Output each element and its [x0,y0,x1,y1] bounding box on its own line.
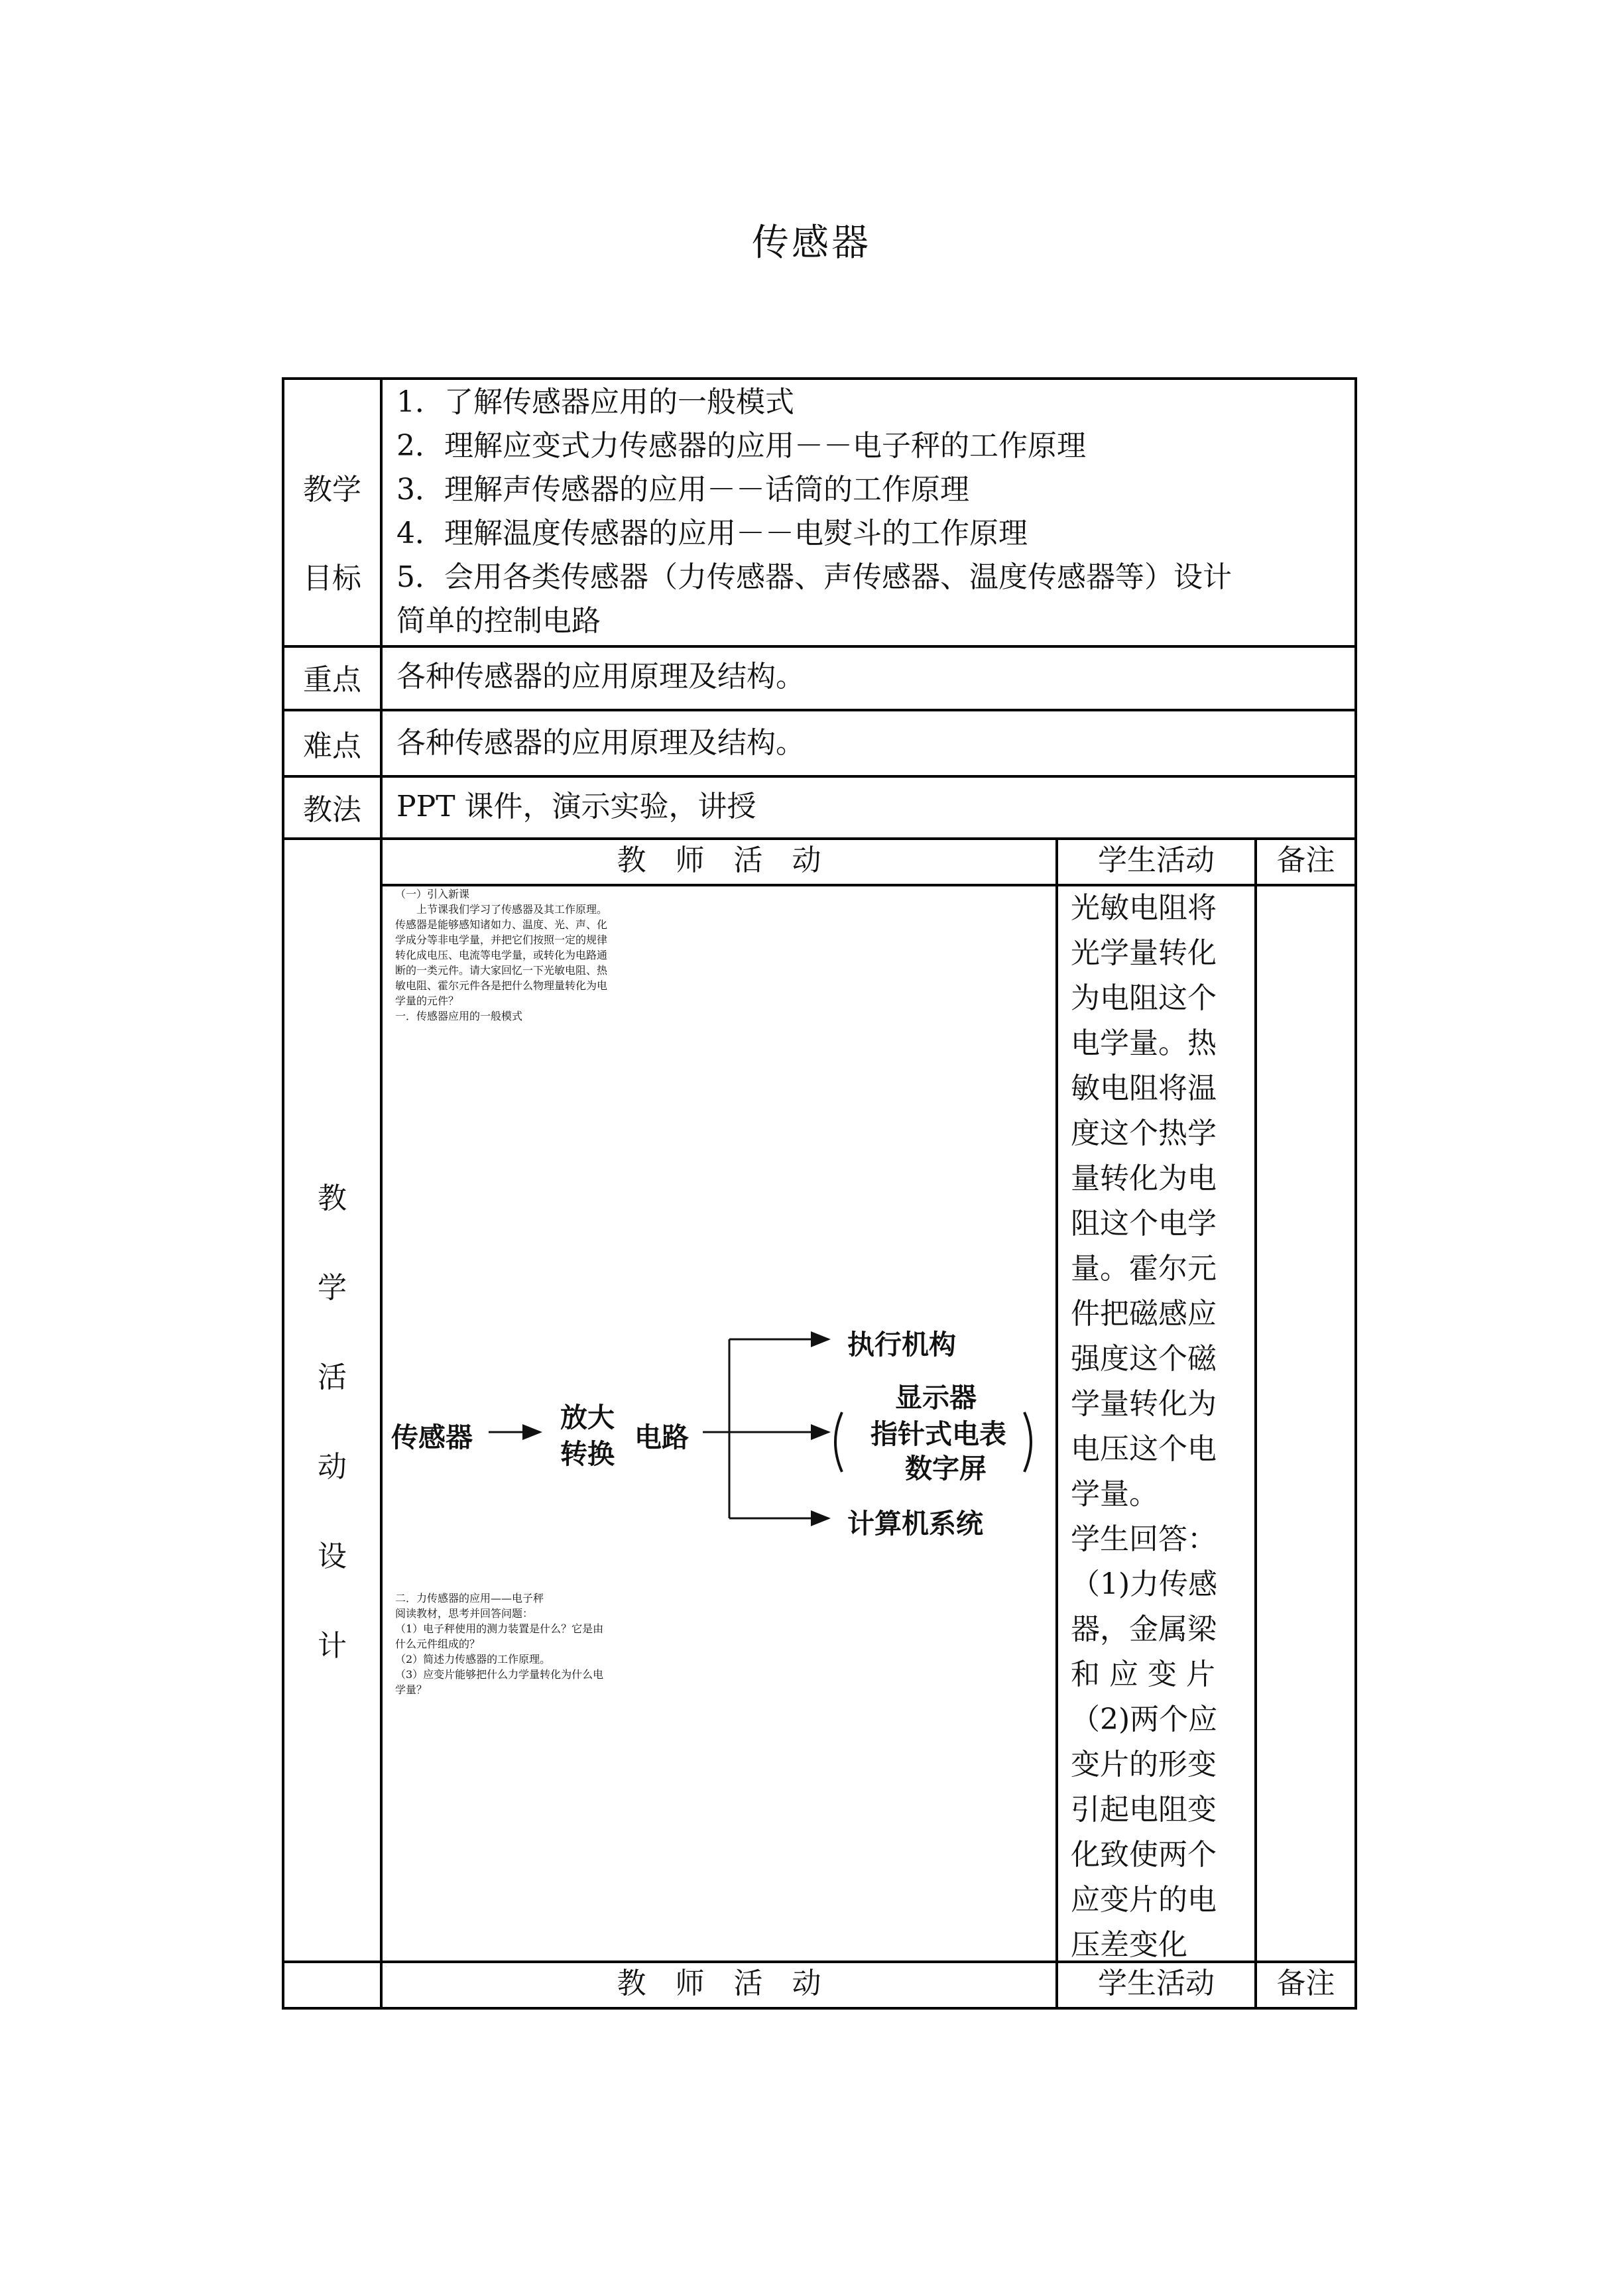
table-divider [282,709,1357,711]
header-notes: 备注 [1276,1966,1335,2000]
diagram-convert: 转换 [560,1438,615,1470]
teacher-line: 上节课我们学习了传感器及其工作原理。 [395,903,608,916]
diagram-display: 显示器 [895,1382,977,1414]
student-activity [1071,886,1217,1968]
student-line: 阻这个电学 [1071,1207,1217,1240]
right-parenthesis [1024,1412,1031,1472]
left-parenthesis [835,1412,842,1472]
header-student-activity: 学生活动 [1098,1966,1215,2000]
diagram-sensor: 传感器 [391,1421,473,1453]
teacher-activity-force-sensor [395,1590,603,1697]
difficulty-text: 各种传感器的应用原理及结构。 [396,726,805,760]
teacher-line: （3）应变片能够把什么力学量转化为什么电 [395,1668,604,1681]
page-title: 传感器 [752,221,871,265]
teacher-line: （一）引入新课 [395,888,470,900]
teacher-line: 学量？ [395,1683,428,1696]
student-line: 和 应 变 片 [1071,1658,1215,1691]
key-point-text: 各种传感器的应用原理及结构。 [396,660,805,694]
diagram-circuit: 电路 [634,1421,689,1453]
goal-item: 2．理解应变式力传感器的应用－－电子秤的工作原理 [396,429,1086,463]
label-activity-char: 教 [318,1181,347,1215]
student-line: 器，金属梁 [1071,1612,1217,1646]
header-teacher-activity: 教 师 活 动 [617,1966,821,2000]
student-line: 应变片的电 [1071,1883,1217,1917]
goals-list [396,381,1232,643]
table-divider [282,775,1357,778]
label-goals [284,467,380,601]
label-key-point: 重点 [303,663,361,697]
table-divider [1254,837,1257,2010]
diagram-computer: 计算机系统 [847,1508,983,1540]
label-goals-line: 目标 [303,562,361,595]
goal-item: 1．了解传感器应用的一般模式 [396,385,794,419]
student-line: 电学量。热 [1071,1026,1217,1060]
table-border-right [1354,377,1357,2010]
goal-item: 4．理解温度传感器的应用－－电熨斗的工作原理 [396,516,1028,550]
student-line: （2)两个应 [1071,1703,1218,1736]
table-divider [282,645,1357,648]
label-activity-char: 设 [318,1540,347,1573]
student-line: 学量转化为 [1071,1387,1217,1421]
teacher-line: （1）电子秤使用的测力装置是什么？它是由 [395,1622,604,1635]
sensor-mode-diagram [391,1299,1054,1551]
teacher-line: 什么元件组成的？ [395,1638,481,1650]
table-border-top [282,377,1357,380]
student-line: 学生回答： [1071,1522,1217,1556]
student-line: 量。霍尔元 [1071,1252,1217,1286]
teacher-line: 学成分等非电学量，并把它们按照一定的规律 [395,934,608,946]
diagram-meter: 指针式电表 [871,1418,1006,1450]
student-line: 光敏电阻将 [1071,891,1217,925]
teacher-line: 二．力传感器的应用——电子秤 [395,1592,544,1604]
teacher-line: 传感器是能够感知诸如力、温度、光、声、化 [395,918,608,931]
label-activity-char: 活 [318,1360,347,1394]
diagram-amplify: 放大 [560,1402,615,1433]
label-activity-char: 动 [318,1450,347,1484]
student-line: 压差变化 [1071,1928,1187,1962]
teacher-line: 断的一类元件。请大家回忆一下光敏电阻、热 [395,964,608,977]
student-line: 量转化为电 [1071,1162,1217,1195]
teacher-line: 学量的元件？ [395,995,459,1007]
goal-item: 3．理解声传感器的应用－－话筒的工作原理 [396,473,969,507]
student-line: 件把磁感应 [1071,1297,1217,1331]
student-line: 敏电阻将温 [1071,1071,1217,1105]
student-line: 强度这个磁 [1071,1342,1217,1376]
header-notes: 备注 [1276,843,1335,877]
label-activity-char: 学 [318,1271,347,1305]
student-line: 为电阻这个 [1071,981,1217,1015]
student-line: 变片的形变 [1071,1748,1217,1782]
header-student-activity: 学生活动 [1098,843,1215,877]
method-text: PPT 课件，演示实验，讲授 [396,790,756,823]
teacher-line: （2）简述力传感器的工作原理。 [395,1653,551,1665]
label-difficulty: 难点 [303,729,361,763]
goal-item: 5．会用各类传感器（力传感器、声传感器、温度传感器等）设计 [396,560,1232,594]
student-line: 化致使两个 [1071,1838,1217,1872]
diagram-actuator: 执行机构 [847,1329,956,1360]
teacher-activity-intro [395,886,607,1023]
student-line: 学量。 [1071,1477,1158,1511]
header-teacher-activity: 教 师 活 动 [617,843,821,877]
label-activity-char: 计 [318,1629,347,1663]
teacher-line: 转化成电压、电流等电学量，或转化为电路通 [395,949,608,961]
label-method: 教法 [303,793,361,827]
diagram-digital-screen: 数字屏 [905,1453,987,1484]
label-goals-line: 教学 [303,473,361,507]
student-line: 度这个热学 [1071,1117,1217,1150]
label-activity-design [284,1154,380,1691]
table-border-bottom [282,2007,1357,2010]
teacher-line: 敏电阻、霍尔元件各是把什么物理量转化为电 [395,979,608,992]
student-line: 引起电阻变 [1071,1793,1217,1827]
goal-item: 简单的控制电路 [396,604,601,638]
teacher-line: 一．传感器应用的一般模式 [395,1010,523,1022]
student-line: 电压这个电 [1071,1432,1217,1466]
student-line: 光学量转化 [1071,936,1217,970]
table-divider [380,377,383,2010]
table-divider [1055,837,1058,2010]
student-line: （1)力传感 [1071,1567,1218,1601]
teacher-line: 阅读教材，思考并回答问题： [395,1607,534,1620]
